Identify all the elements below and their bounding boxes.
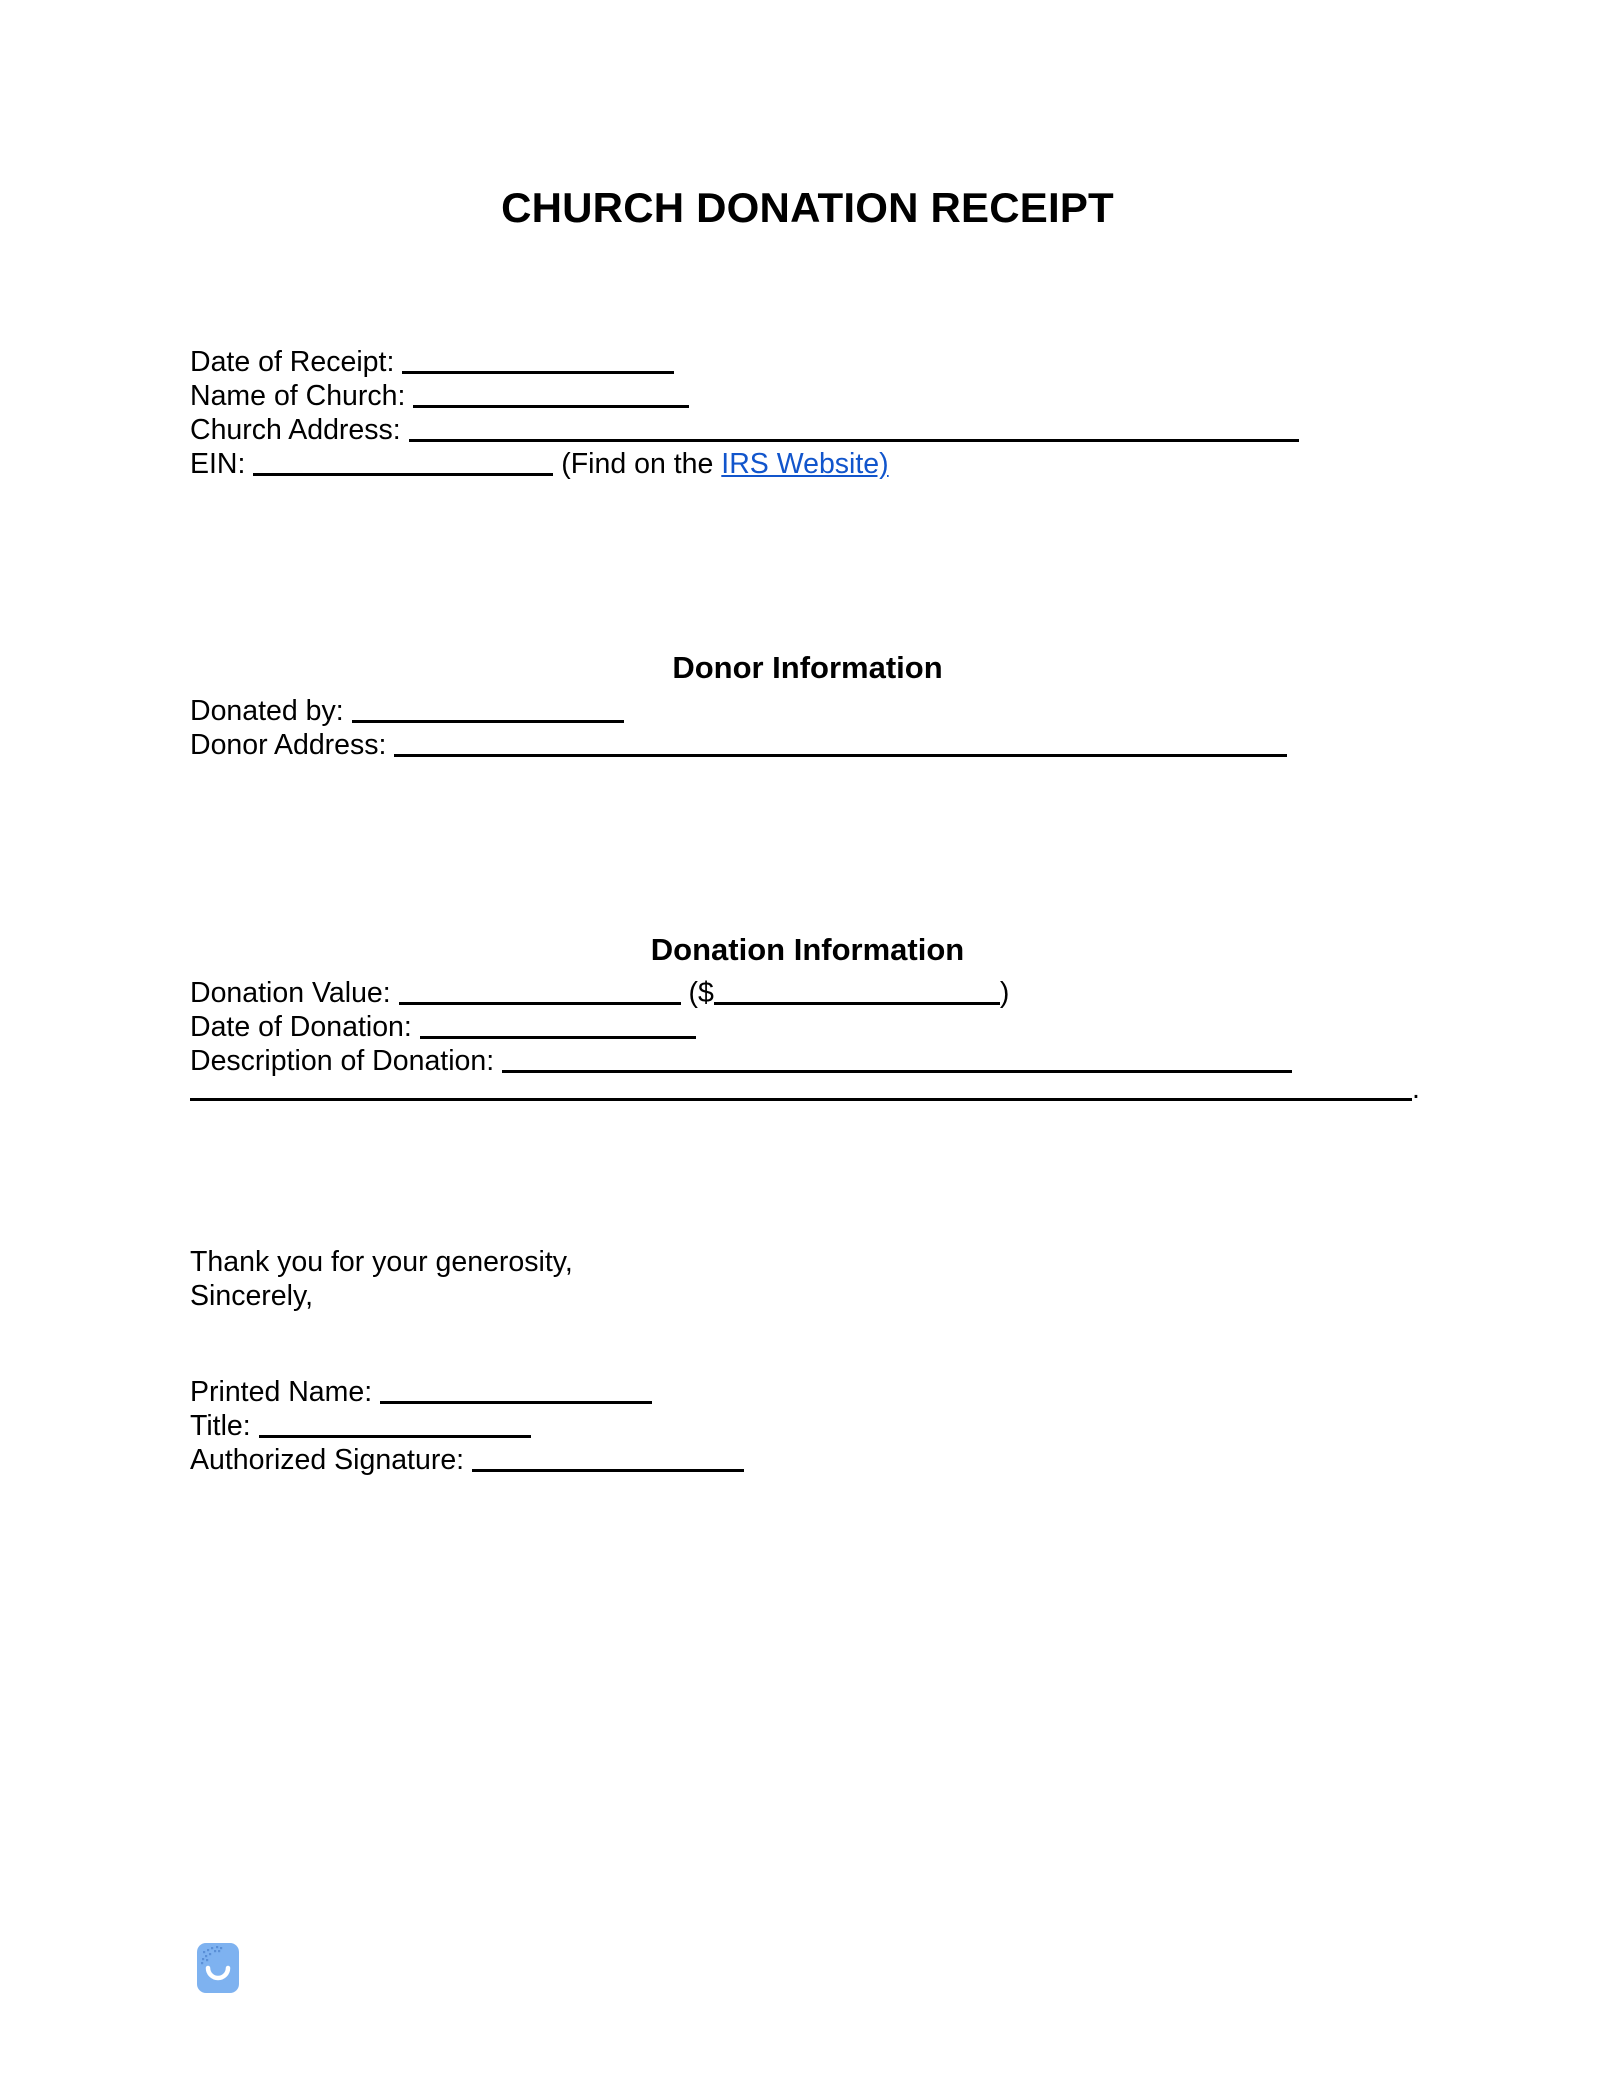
input-donation-value[interactable] [399,976,681,1005]
input-name-of-church[interactable] [413,379,689,408]
field-label-description-of-donation: Description of Donation: [190,1045,495,1077]
input-donated-by[interactable] [352,694,624,723]
field-authorized-signature [190,1443,1490,1477]
field-donation-value [190,976,1490,1010]
ein-note-prefix: (Find on the [561,448,722,480]
field-label-authorized-signature: Authorized Signature: [190,1444,465,1476]
input-description-of-donation-line2[interactable] [190,1072,1412,1101]
field-printed-name [190,1375,1490,1409]
brand-watermark [196,1942,240,1994]
field-label-donation-value: Donation Value: [190,977,391,1009]
page-title: CHURCH DONATION RECEIPT [501,184,1114,231]
input-title[interactable] [259,1409,531,1438]
closing-block [190,1245,573,1313]
field-label-ein: EIN: [190,448,246,480]
description-end-punctuation: . [1412,1073,1420,1105]
description-continuation-row [190,1072,1490,1106]
field-date-of-donation [190,1010,1490,1044]
closing-thanks: Thank you for your generosity, [190,1246,573,1278]
field-label-date-of-receipt: Date of Receipt: [190,346,395,378]
input-authorized-signature[interactable] [472,1443,744,1472]
input-date-of-receipt[interactable] [402,345,674,374]
receipt-header-fields [190,345,1490,481]
input-ein[interactable] [253,447,553,476]
input-printed-name[interactable] [380,1375,652,1404]
currency-open-paren: ($ [688,977,714,1009]
currency-close-paren: ) [999,977,1010,1009]
input-date-of-donation[interactable] [420,1010,696,1039]
closing-salutation: Sincerely, [190,1280,314,1312]
donation-information-fields [190,976,1490,1078]
field-label-church-address: Church Address: [190,414,401,446]
donation-information-heading: Donation Information [650,932,965,967]
smiley-document-icon [196,1942,240,1994]
field-ein [190,447,1490,481]
input-description-of-donation[interactable] [502,1044,1292,1073]
field-label-date-of-donation: Date of Donation: [190,1011,412,1043]
field-label-printed-name: Printed Name: [190,1376,373,1408]
donor-information-fields [190,694,1490,762]
field-title [190,1409,1490,1443]
input-church-address[interactable] [409,413,1299,442]
field-donor-address [190,728,1490,762]
field-label-donor-address: Donor Address: [190,729,387,761]
input-donor-address[interactable] [394,728,1287,757]
irs-website-link[interactable]: IRS Website) [721,448,889,480]
field-label-title: Title: [190,1410,251,1442]
input-donation-amount[interactable] [714,976,1000,1005]
field-donated-by [190,694,1490,728]
field-label-donated-by: Donated by: [190,695,344,727]
field-label-name-of-church: Name of Church: [190,380,406,412]
signature-fields [190,1375,1490,1477]
field-name-of-church [190,379,1490,413]
field-church-address [190,413,1490,447]
field-date-of-receipt [190,345,1490,379]
donor-information-heading: Donor Information [672,650,943,685]
